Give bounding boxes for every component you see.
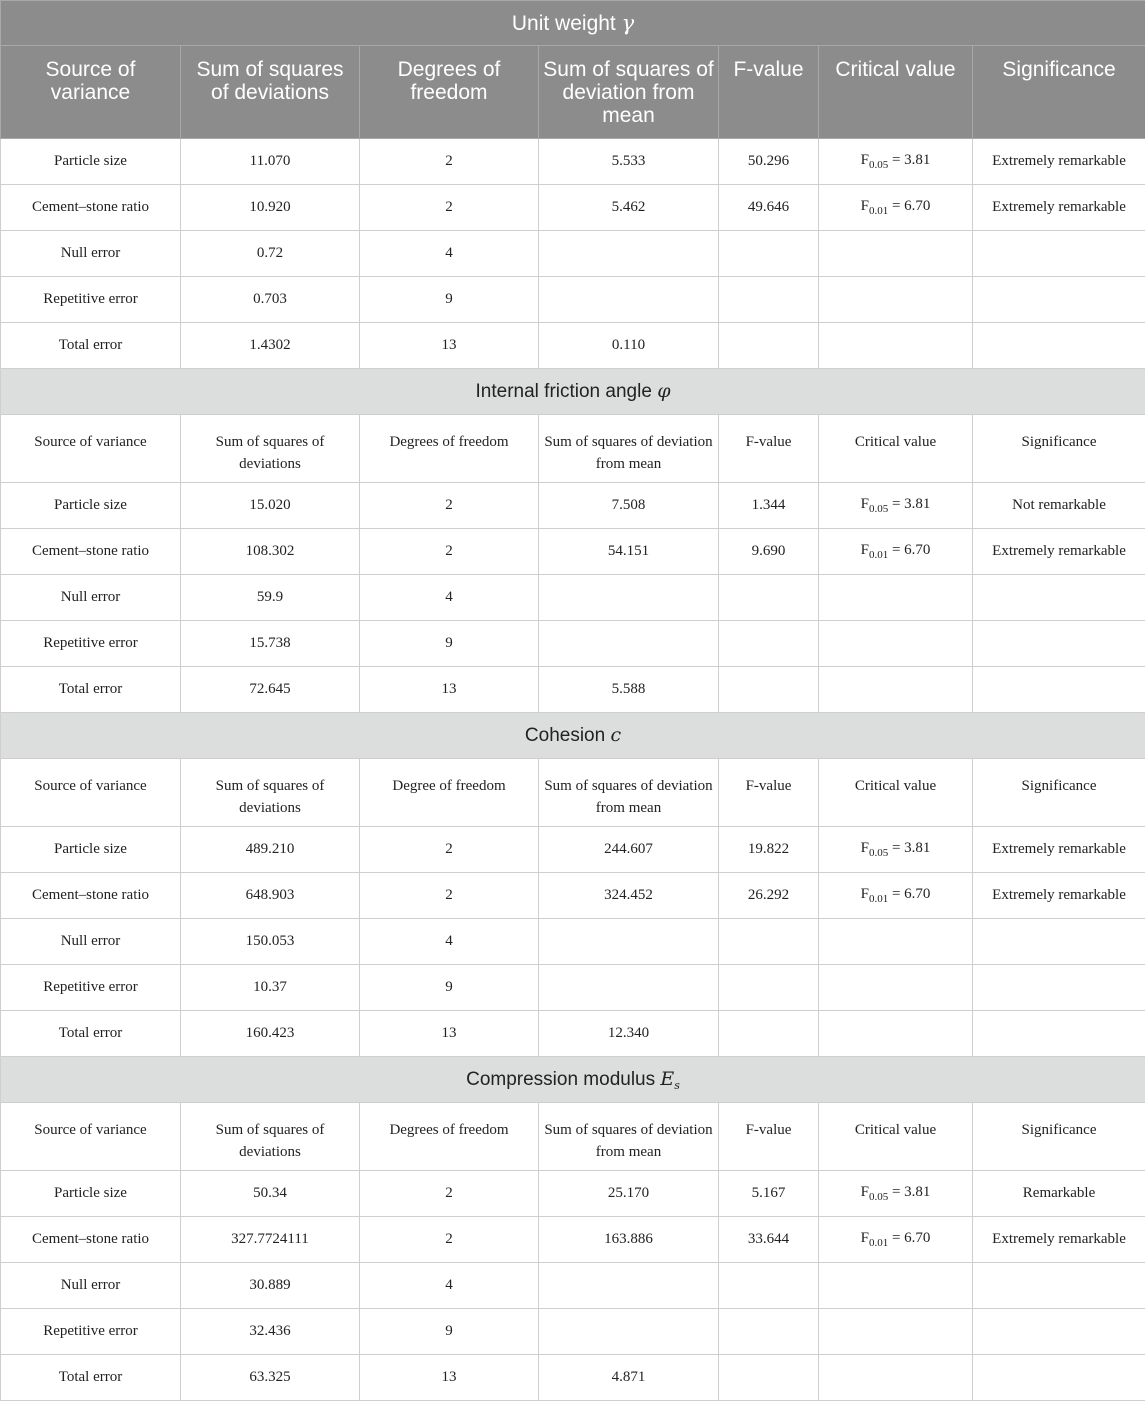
column-header: Critical value — [819, 759, 973, 827]
significance-cell: Extremely remarkable — [973, 139, 1145, 185]
section-title-symbol: c — [610, 724, 621, 746]
table-row — [1, 827, 1145, 873]
column-header: Sum of squares of deviation from mean — [539, 1103, 719, 1171]
source-cell: Total error — [1, 1355, 181, 1401]
column-header: F-value — [719, 46, 819, 139]
f-value-cell: 1.344 — [719, 483, 819, 529]
critical-value-symbol: F — [861, 840, 869, 856]
significance-cell — [973, 231, 1145, 277]
critical-value-cell — [819, 483, 973, 529]
section-title-symbol: φ — [657, 380, 670, 402]
critical-value-cell — [819, 277, 973, 323]
significance-cell — [973, 1355, 1145, 1401]
column-header: Sum of squares of deviation from mean — [539, 759, 719, 827]
source-cell: Particle size — [1, 483, 181, 529]
column-header: Sum of squares of deviations — [181, 46, 360, 139]
f-value-cell — [719, 277, 819, 323]
source-cell: Null error — [1, 919, 181, 965]
table-row — [1, 919, 1145, 965]
significance-cell — [973, 919, 1145, 965]
f-value-cell: 33.644 — [719, 1217, 819, 1263]
sum-squares-cell: 1.4302 — [181, 323, 360, 369]
sum-squares-cell: 150.053 — [181, 919, 360, 965]
critical-value-cell — [819, 1263, 973, 1309]
critical-value-cell — [819, 323, 973, 369]
critical-value-number: = 3.81 — [888, 152, 930, 168]
critical-value-cell — [819, 1171, 973, 1217]
degrees-freedom-cell: 2 — [360, 1171, 539, 1217]
source-cell: Cement–stone ratio — [1, 529, 181, 575]
sum-squares-cell: 15.020 — [181, 483, 360, 529]
critical-value-cell — [819, 621, 973, 667]
significance-cell — [973, 323, 1145, 369]
degrees-freedom-cell: 9 — [360, 1309, 539, 1355]
sum-squares-cell: 0.72 — [181, 231, 360, 277]
f-value-cell: 5.167 — [719, 1171, 819, 1217]
source-cell: Cement–stone ratio — [1, 1217, 181, 1263]
sum-squares-cell: 63.325 — [181, 1355, 360, 1401]
sum-squares-cell: 10.920 — [181, 185, 360, 231]
f-value-cell: 9.690 — [719, 529, 819, 575]
mean-square-cell — [539, 1309, 719, 1355]
table-row — [1, 1309, 1145, 1355]
column-header: Sum of squares of deviation from mean — [539, 46, 719, 139]
table-row — [1, 621, 1145, 667]
column-header: Critical value — [819, 46, 973, 139]
critical-value-symbol: F — [861, 1184, 869, 1200]
mean-square-cell — [539, 575, 719, 621]
degrees-freedom-cell: 9 — [360, 965, 539, 1011]
section-title-text: Cohesion — [525, 725, 611, 746]
source-cell: Repetitive error — [1, 621, 181, 667]
critical-value-cell — [819, 1011, 973, 1057]
column-header: Significance — [973, 415, 1145, 483]
source-cell: Particle size — [1, 139, 181, 185]
anova-table-body — [1, 1, 1145, 1401]
column-header: F-value — [719, 415, 819, 483]
critical-value-symbol: F — [861, 496, 869, 512]
column-header: Sum of squares of deviations — [181, 1103, 360, 1171]
critical-value-subscript: 0.05 — [869, 503, 888, 515]
significance-cell — [973, 965, 1145, 1011]
significance-cell: Not remarkable — [973, 483, 1145, 529]
source-cell: Cement–stone ratio — [1, 185, 181, 231]
significance-cell: Extremely remarkable — [973, 529, 1145, 575]
degrees-freedom-cell: 4 — [360, 1263, 539, 1309]
critical-value-cell — [819, 139, 973, 185]
table-row — [1, 1217, 1145, 1263]
column-header: Significance — [973, 46, 1145, 139]
source-cell: Cement–stone ratio — [1, 873, 181, 919]
source-cell: Particle size — [1, 1171, 181, 1217]
critical-value-subscript: 0.01 — [869, 893, 888, 905]
section-title-text: Unit weight — [512, 12, 622, 35]
sum-squares-cell: 50.34 — [181, 1171, 360, 1217]
source-cell: Null error — [1, 231, 181, 277]
source-cell: Repetitive error — [1, 277, 181, 323]
sum-squares-cell: 160.423 — [181, 1011, 360, 1057]
critical-value-subscript: 0.05 — [869, 1191, 888, 1203]
f-value-cell — [719, 575, 819, 621]
source-cell: Null error — [1, 575, 181, 621]
critical-value-symbol: F — [861, 542, 869, 558]
critical-value-subscript: 0.01 — [869, 549, 888, 561]
critical-value-number: = 6.70 — [888, 198, 930, 214]
column-header: F-value — [719, 1103, 819, 1171]
significance-cell: Extremely remarkable — [973, 827, 1145, 873]
sum-squares-cell: 11.070 — [181, 139, 360, 185]
critical-value-cell — [819, 529, 973, 575]
header-row — [1, 759, 1145, 827]
mean-square-cell — [539, 621, 719, 667]
header-row — [1, 46, 1145, 139]
section-title-row — [1, 1, 1145, 46]
sum-squares-cell: 0.703 — [181, 277, 360, 323]
header-row — [1, 1103, 1145, 1171]
table-row — [1, 185, 1145, 231]
critical-value-subscript: 0.05 — [869, 159, 888, 171]
mean-square-cell: 7.508 — [539, 483, 719, 529]
significance-cell: Remarkable — [973, 1171, 1145, 1217]
degrees-freedom-cell: 2 — [360, 139, 539, 185]
critical-value-symbol: F — [861, 152, 869, 168]
sum-squares-cell: 108.302 — [181, 529, 360, 575]
mean-square-cell — [539, 231, 719, 277]
critical-value-number: = 3.81 — [888, 840, 930, 856]
significance-cell — [973, 277, 1145, 323]
column-header: Degrees of freedom — [360, 415, 539, 483]
f-value-cell — [719, 1011, 819, 1057]
table-row — [1, 277, 1145, 323]
column-header: Source of variance — [1, 46, 181, 139]
degrees-freedom-cell: 2 — [360, 529, 539, 575]
mean-square-cell — [539, 1263, 719, 1309]
table-row — [1, 667, 1145, 713]
critical-value-cell — [819, 667, 973, 713]
source-cell: Null error — [1, 1263, 181, 1309]
source-cell: Repetitive error — [1, 965, 181, 1011]
critical-value-subscript: 0.05 — [869, 847, 888, 859]
section-title-text: Internal friction angle — [476, 381, 658, 402]
section-title-row — [1, 713, 1145, 759]
degrees-freedom-cell: 2 — [360, 483, 539, 529]
column-header: Source of variance — [1, 415, 181, 483]
column-header: Critical value — [819, 1103, 973, 1171]
mean-square-cell — [539, 919, 719, 965]
table-row — [1, 873, 1145, 919]
critical-value-number: = 6.70 — [888, 542, 930, 558]
f-value-cell: 19.822 — [719, 827, 819, 873]
section-title-symbol: E — [660, 1068, 674, 1090]
significance-cell — [973, 621, 1145, 667]
degrees-freedom-cell: 4 — [360, 575, 539, 621]
critical-value-cell — [819, 827, 973, 873]
column-header: Significance — [973, 1103, 1145, 1171]
mean-square-cell: 25.170 — [539, 1171, 719, 1217]
f-value-cell: 50.296 — [719, 139, 819, 185]
table-row — [1, 231, 1145, 277]
column-header: Sum of squares of deviations — [181, 415, 360, 483]
table-row — [1, 139, 1145, 185]
f-value-cell — [719, 667, 819, 713]
critical-value-number: = 6.70 — [888, 1230, 930, 1246]
table-row — [1, 575, 1145, 621]
degrees-freedom-cell: 13 — [360, 1355, 539, 1401]
mean-square-cell: 244.607 — [539, 827, 719, 873]
column-header: Source of variance — [1, 1103, 181, 1171]
sum-squares-cell: 32.436 — [181, 1309, 360, 1355]
f-value-cell — [719, 323, 819, 369]
section-title-subscript: s — [674, 1079, 680, 1092]
critical-value-cell — [819, 231, 973, 277]
mean-square-cell: 12.340 — [539, 1011, 719, 1057]
column-header: Critical value — [819, 415, 973, 483]
table-row — [1, 483, 1145, 529]
sum-squares-cell: 327.7724111 — [181, 1217, 360, 1263]
critical-value-cell — [819, 873, 973, 919]
column-header: Degrees of freedom — [360, 46, 539, 139]
mean-square-cell: 163.886 — [539, 1217, 719, 1263]
critical-value-cell — [819, 965, 973, 1011]
degrees-freedom-cell: 13 — [360, 667, 539, 713]
degrees-freedom-cell: 9 — [360, 277, 539, 323]
critical-value-subscript: 0.01 — [869, 1237, 888, 1249]
critical-value-number: = 3.81 — [888, 1184, 930, 1200]
table-row — [1, 1263, 1145, 1309]
source-cell: Total error — [1, 323, 181, 369]
f-value-cell: 49.646 — [719, 185, 819, 231]
degrees-freedom-cell: 9 — [360, 621, 539, 667]
degrees-freedom-cell: 4 — [360, 231, 539, 277]
column-header: Significance — [973, 759, 1145, 827]
sum-squares-cell: 15.738 — [181, 621, 360, 667]
significance-cell — [973, 1263, 1145, 1309]
section-title — [1, 1057, 1145, 1103]
mean-square-cell: 324.452 — [539, 873, 719, 919]
critical-value-cell — [819, 1309, 973, 1355]
f-value-cell — [719, 1309, 819, 1355]
source-cell: Total error — [1, 667, 181, 713]
sum-squares-cell: 72.645 — [181, 667, 360, 713]
table-row — [1, 1355, 1145, 1401]
mean-square-cell — [539, 965, 719, 1011]
table-row — [1, 1171, 1145, 1217]
degrees-freedom-cell: 2 — [360, 185, 539, 231]
critical-value-cell — [819, 1355, 973, 1401]
source-cell: Total error — [1, 1011, 181, 1057]
mean-square-cell: 5.588 — [539, 667, 719, 713]
critical-value-symbol: F — [861, 198, 869, 214]
section-title — [1, 369, 1145, 415]
mean-square-cell: 0.110 — [539, 323, 719, 369]
column-header: Degree of freedom — [360, 759, 539, 827]
section-title-text: Compression modulus — [466, 1069, 660, 1090]
column-header: Sum of squares of deviation from mean — [539, 415, 719, 483]
significance-cell — [973, 1011, 1145, 1057]
sum-squares-cell: 59.9 — [181, 575, 360, 621]
table-row — [1, 965, 1145, 1011]
table-row — [1, 1011, 1145, 1057]
critical-value-symbol: F — [861, 886, 869, 902]
column-header: F-value — [719, 759, 819, 827]
section-title-row — [1, 369, 1145, 415]
degrees-freedom-cell: 4 — [360, 919, 539, 965]
source-cell: Repetitive error — [1, 1309, 181, 1355]
significance-cell: Extremely remarkable — [973, 873, 1145, 919]
mean-square-cell: 5.533 — [539, 139, 719, 185]
sum-squares-cell: 10.37 — [181, 965, 360, 1011]
sum-squares-cell: 30.889 — [181, 1263, 360, 1309]
mean-square-cell: 5.462 — [539, 185, 719, 231]
significance-cell — [973, 575, 1145, 621]
column-header: Source of variance — [1, 759, 181, 827]
mean-square-cell: 54.151 — [539, 529, 719, 575]
degrees-freedom-cell: 2 — [360, 1217, 539, 1263]
degrees-freedom-cell: 2 — [360, 827, 539, 873]
degrees-freedom-cell: 13 — [360, 1011, 539, 1057]
column-header: Sum of squares of deviations — [181, 759, 360, 827]
sum-squares-cell: 489.210 — [181, 827, 360, 873]
table-row — [1, 323, 1145, 369]
f-value-cell — [719, 965, 819, 1011]
critical-value-cell — [819, 1217, 973, 1263]
significance-cell — [973, 1309, 1145, 1355]
critical-value-cell — [819, 575, 973, 621]
f-value-cell — [719, 621, 819, 667]
critical-value-number: = 3.81 — [888, 496, 930, 512]
significance-cell: Extremely remarkable — [973, 1217, 1145, 1263]
f-value-cell — [719, 231, 819, 277]
mean-square-cell — [539, 277, 719, 323]
section-title-row — [1, 1057, 1145, 1103]
column-header: Degrees of freedom — [360, 1103, 539, 1171]
f-value-cell — [719, 1355, 819, 1401]
source-cell: Particle size — [1, 827, 181, 873]
section-title-symbol: γ — [622, 11, 635, 35]
f-value-cell — [719, 919, 819, 965]
table-row — [1, 529, 1145, 575]
degrees-freedom-cell: 2 — [360, 873, 539, 919]
critical-value-number: = 6.70 — [888, 886, 930, 902]
significance-cell — [973, 667, 1145, 713]
header-row — [1, 415, 1145, 483]
degrees-freedom-cell: 13 — [360, 323, 539, 369]
f-value-cell: 26.292 — [719, 873, 819, 919]
mean-square-cell: 4.871 — [539, 1355, 719, 1401]
f-value-cell — [719, 1263, 819, 1309]
section-title — [1, 1, 1145, 46]
section-title — [1, 713, 1145, 759]
critical-value-symbol: F — [861, 1230, 869, 1246]
significance-cell: Extremely remarkable — [973, 185, 1145, 231]
critical-value-cell — [819, 919, 973, 965]
critical-value-subscript: 0.01 — [869, 205, 888, 217]
critical-value-cell — [819, 185, 973, 231]
sum-squares-cell: 648.903 — [181, 873, 360, 919]
